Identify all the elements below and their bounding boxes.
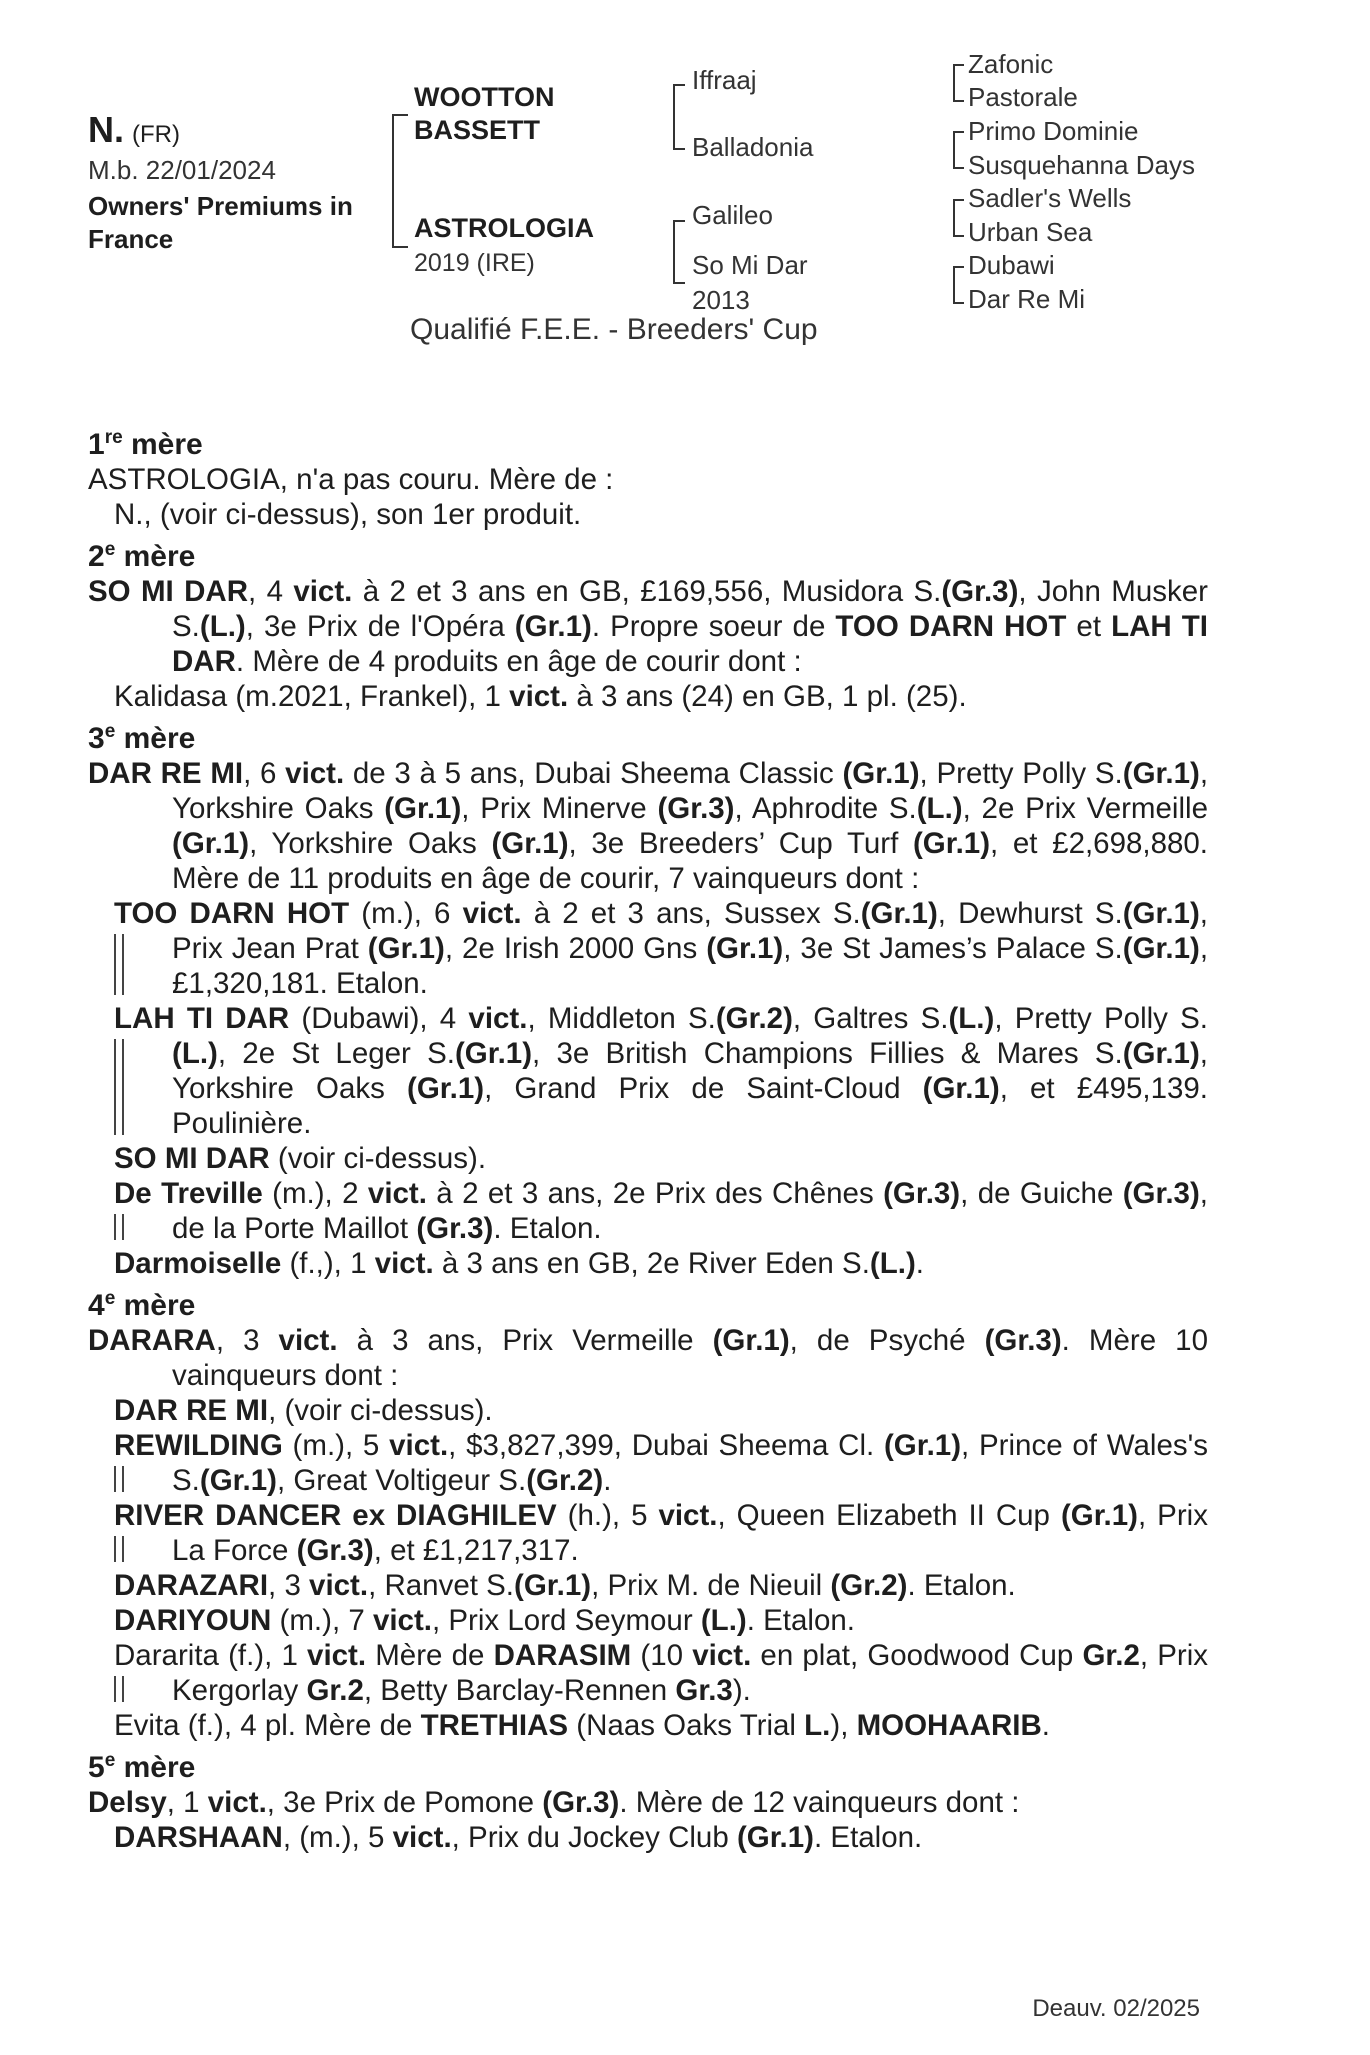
- entry-so-mi-dar: SO MI DAR, 4 vict. à 2 et 3 ans en GB, £169,556, Musidora S.(Gr.3), John Musker S.(L.), 3e Prix de l'Opéra (Gr.1). Propre soeur de TOO DARN HOT et LAH TI DAR. Mère de 4 produits en âge de courir dont :: [88, 575, 1208, 678]
- g3-bracket-4: [953, 266, 964, 304]
- entry-too-darn-hot: TOO DARN HOT (m.), 6 vict. à 2 et 3 ans, Sussex S.(Gr.1), Dewhurst S.(Gr.1), Prix Jean Prat (Gr.1), 2e Irish 2000 Gns (Gr.1), 3e St James’s Palace S.(Gr.1), £1,320,181. Etalon.: [88, 896, 1208, 1001]
- g3-zafonic: Zafonic: [968, 49, 1054, 79]
- entry-dararita: Dararita (f.), 1 vict. Mère de DARASIM (10 vict. en plat, Goodwood Cup Gr.2, Prix Kergorlay Gr.2, Betty Barclay-Rennen Gr.3).: [88, 1638, 1208, 1708]
- entry-dar-re-mi: DAR RE MI, 6 vict. de 3 à 5 ans, Dubai Sheema Classic (Gr.1), Pretty Polly S.(Gr.1), Yorkshire Oaks (Gr.1), Prix Minerve (Gr.3), Aphrodite S.(L.), 2e Prix Vermeille (Gr.1), Yorkshire Oaks (Gr.1), 3e Breeders’ Cup Turf (Gr.1), et £2,698,880. Mère de 11 produits en âge de courir, 7 vainqueurs dont :: [88, 757, 1209, 895]
- dam-year: 2019 (IRE): [414, 249, 535, 277]
- g3-dar-re-mi: Dar Re Mi: [968, 284, 1086, 314]
- g3-susquehanna-days: Susquehanna Days: [968, 150, 1195, 180]
- entry-so-mi-dar-ref: SO MI DAR (voir ci-dessus).: [114, 1142, 487, 1175]
- dam-dam: So Mi Dar: [692, 250, 808, 280]
- section-3e-mere: 3e mère: [88, 721, 196, 755]
- entry-dariyoun: DARIYOUN (m.), 7 vict., Prix Lord Seymour (L.). Etalon.: [114, 1604, 855, 1637]
- sire-dam: Balladonia: [692, 132, 814, 162]
- entry-darazari: DARAZARI, 3 vict., Ranvet S.(Gr.1), Prix M. de Nieuil (Gr.2). Etalon.: [114, 1569, 1016, 1602]
- section-2e-mere: 2e mère: [88, 539, 196, 573]
- horse-birth-date: M.b. 22/01/2024: [88, 155, 276, 185]
- entry-astrologia: ASTROLOGIA, n'a pas couru. Mère de :: [88, 463, 614, 496]
- horse-origin: (FR): [132, 121, 180, 148]
- entry-evita: Evita (f.), 4 pl. Mère de TRETHIAS (Naas Oaks Trial L.), MOOHAARIB.: [114, 1709, 1050, 1742]
- pedigree-bracket-dam: [673, 220, 685, 284]
- section-5e-mere: 5e mère: [88, 1750, 196, 1784]
- entry-kalidasa: Kalidasa (m.2021, Frankel), 1 vict. à 3 ans (24) en GB, 1 pl. (25).: [114, 680, 967, 713]
- family-notes: [88, 420, 1208, 1855]
- dam-name: ASTROLOGIA: [414, 213, 594, 243]
- dam-sire: Galileo: [692, 200, 773, 230]
- owners-premiums: Owners' Premiums in France: [88, 191, 353, 254]
- entry-darmoiselle: Darmoiselle (f.,), 1 vict. à 3 ans en GB, 2e River Eden S.(L.).: [114, 1247, 924, 1280]
- horse-name: N. (FR): [88, 109, 180, 150]
- g3-pastorale: Pastorale: [968, 82, 1078, 112]
- entry-darshaan: DARSHAAN, (m.), 5 vict., Prix du Jockey Club (Gr.1). Etalon.: [114, 1821, 923, 1854]
- sire-sire: Iffraaj: [692, 65, 757, 95]
- catalogue-reference: Deauv. 02/2025: [1032, 1995, 1200, 2022]
- g3-bracket-3: [953, 199, 964, 237]
- g3-bracket-2: [953, 131, 964, 169]
- entry-dar-re-mi-ref: DAR RE MI, (voir ci-dessus).: [114, 1394, 493, 1427]
- entry-n: N., (voir ci-dessus), son 1er produit.: [114, 498, 582, 531]
- sire-name: WOOTTON BASSETT: [414, 82, 555, 145]
- entry-de-treville: De Treville (m.), 2 vict. à 2 et 3 ans, 2e Prix des Chênes (Gr.3), de Guiche (Gr.3), de la Porte Maillot (Gr.3). Etalon.: [88, 1176, 1208, 1246]
- entry-lah-ti-dar: LAH TI DAR (Dubawi), 4 vict., Middleton S.(Gr.2), Galtres S.(L.), Pretty Polly S.(L.), 2e St Leger S.(Gr.1), 3e British Champions Fillies & Mares S.(Gr.1), Yorkshire Oaks (Gr.1), Grand Prix de Saint-Cloud (Gr.1), et £495,139. Poulinière.: [88, 1001, 1208, 1141]
- qualification: Qualifié F.E.E. - Breeders' Cup: [410, 313, 818, 346]
- pedigree-bracket-sire: [673, 84, 685, 150]
- section-1re-mere: 1re mère: [88, 427, 203, 461]
- section-4e-mere: 4e mère: [88, 1288, 196, 1322]
- g3-dubawi: Dubawi: [968, 250, 1055, 280]
- entry-delsy: Delsy, 1 vict., 3e Prix de Pomone (Gr.3). Mère de 12 vainqueurs dont :: [88, 1786, 1020, 1819]
- g3-urban-sea: Urban Sea: [968, 217, 1093, 247]
- entry-river-dancer: RIVER DANCER ex DIAGHILEV (h.), 5 vict., Queen Elizabeth II Cup (Gr.1), Prix La Force (Gr.3), et £1,217,317.: [88, 1498, 1208, 1568]
- entry-rewilding: REWILDING (m.), 5 vict., $3,827,399, Dubai Sheema Cl. (Gr.1), Prince of Wales's S.(Gr.1), Great Voltigeur S.(Gr.2).: [88, 1428, 1208, 1498]
- entry-darara: DARARA, 3 vict. à 3 ans, Prix Vermeille (Gr.1), de Psyché (Gr.3). Mère 10 vainqueurs dont :: [88, 1324, 1208, 1392]
- g3-sadlers-wells: Sadler's Wells: [968, 183, 1132, 213]
- g3-bracket-1: [953, 64, 964, 102]
- g3-primo-dominie: Primo Dominie: [968, 116, 1139, 146]
- pedigree-bracket-main: [392, 114, 408, 248]
- dam-dam-year: 2013: [692, 285, 750, 315]
